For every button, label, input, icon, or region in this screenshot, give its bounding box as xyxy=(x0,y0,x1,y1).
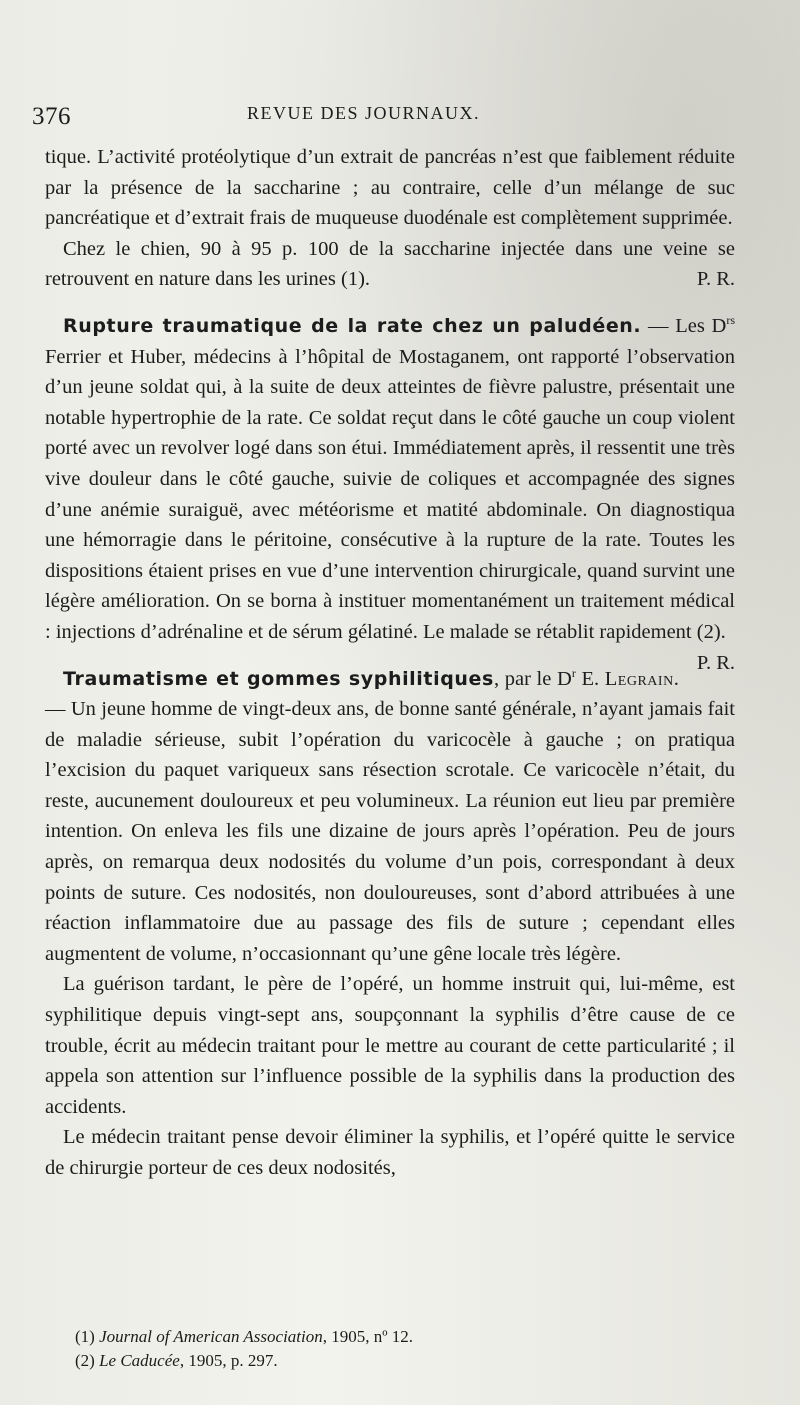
paragraph-doctor-decision: Le médecin traitant pense devoir éliminer la syphilis, et l’opéré quitte le service de chirurgie porteur de ces deux nodosités, xyxy=(45,1126,735,1179)
article-rupture-rate xyxy=(45,311,735,674)
footnotes xyxy=(75,1325,725,1373)
title-dash: — xyxy=(641,314,676,337)
paragraph-father-letter: La guérison tardant, le père de l’opéré, un homme instruit qui, lui-même, est syphilitique depuis vingt-sept ans, soupçonnant la syphilis d’être cause de ce trouble, écrit au médecin traitant pour le mettre au courant de cette particularité ; il appela son attention sur l’influence possible de la syphilis dans la production des accidents. xyxy=(45,973,735,1118)
article-lead: Les D xyxy=(675,314,727,337)
article-text: . — Un jeune homme de vingt-deux ans, de bonne santé générale, n’ayant jamais fait de maladie sérieuse, subit l’opération du varicocèle à gauche ; on pratiqua l’excision du paquet variqueux sans résection scrotale. Ce varicocèle n’était, du reste, aucunement douloureux et peu volumineux. La réunion eut lieu par première intention. On enleva les fils une dizaine de jours après l’opération. Peu de jours après, on remarqua deux nodosités du volume d’un pois, correspondant à deux points de suture. Ces nodosités, non douloureuses, sont d’abord attribuées à une réaction inflammatoire due au passage des fils de suture ; cependant elles augmentent de volume, n’occasionnant qu’une gêne locale très légère. xyxy=(45,667,735,965)
page-header xyxy=(32,103,732,139)
footnote-2 xyxy=(75,1349,725,1373)
running-head: REVUE DES JOURNAUX. xyxy=(247,103,481,123)
footnote-mark: (2) xyxy=(75,1351,100,1370)
article-title: Traumatisme et gommes syphilitiques xyxy=(63,667,494,690)
superscript: r xyxy=(571,665,576,680)
footnote-1 xyxy=(75,1325,725,1349)
article-body xyxy=(45,142,735,1184)
author-name: Legrain xyxy=(604,667,674,690)
author-initial: E. xyxy=(575,667,605,690)
paragraph-continuation: tique. L’activité protéolytique d’un extrait de pancréas n’est que faiblement réduite par la présence de la saccharine ; au contraire, celle d’un mélange de suc pancréatique et d’extrait frais de muqueuse duodénale est complètement supprimée. xyxy=(45,146,735,230)
footnote-mark: (1) xyxy=(75,1327,100,1346)
article-text: Ferrier et Huber, médecins à l’hôpital de Mostaganem, ont rapporté l’observation d’un jeune soldat qui, à la suite de deux atteintes de fièvre palustre, présentait une notable hypertrophie de la rate. Ce soldat reçut dans le côté gauche un coup violent porté avec un revolver logé dans son étui. Immédiatement après, il ressentit une très vive douleur dans le côté gauche, suivie de coliques et accompagnée des signes d’une anémie suraiguë, avec météorisme et matité abdominale. On diagnostiqua une hémorragie dans le péritoine, consécutive à la rupture de la rate. Toutes les dispositions étaient prises en vue d’une intervention chirurgicale, quand survint une légère amélioration. On se borna à instituer momentanément un traitement médical : injections d’adrénaline et de sérum gélatiné. Le malade se rétablit rapidement (2). xyxy=(45,345,735,643)
page-number: 376 xyxy=(32,103,71,130)
article-title: Rupture traumatique de la rate chez un paludéen. xyxy=(63,314,642,337)
footnote-citation: , 1905, nº 12. xyxy=(322,1327,414,1346)
footnote-citation: , 1905, p. 297. xyxy=(179,1351,278,1370)
article-traumatisme xyxy=(45,664,735,970)
byline: , par le D xyxy=(493,667,572,690)
author-initials: P. R. xyxy=(696,268,735,291)
author-initials: P. R. xyxy=(696,651,735,674)
paragraph-text: Chez le chien, 90 à 95 p. 100 de la saccharine injectée dans une veine se retrouvent en nature dans les urines (1). xyxy=(45,237,735,291)
footnote-journal-title: Le Caducée xyxy=(99,1351,180,1370)
paragraph-dog-experiment xyxy=(45,234,735,295)
superscript: rs xyxy=(726,313,735,328)
footnote-journal-title: Journal of American Association xyxy=(99,1327,323,1346)
